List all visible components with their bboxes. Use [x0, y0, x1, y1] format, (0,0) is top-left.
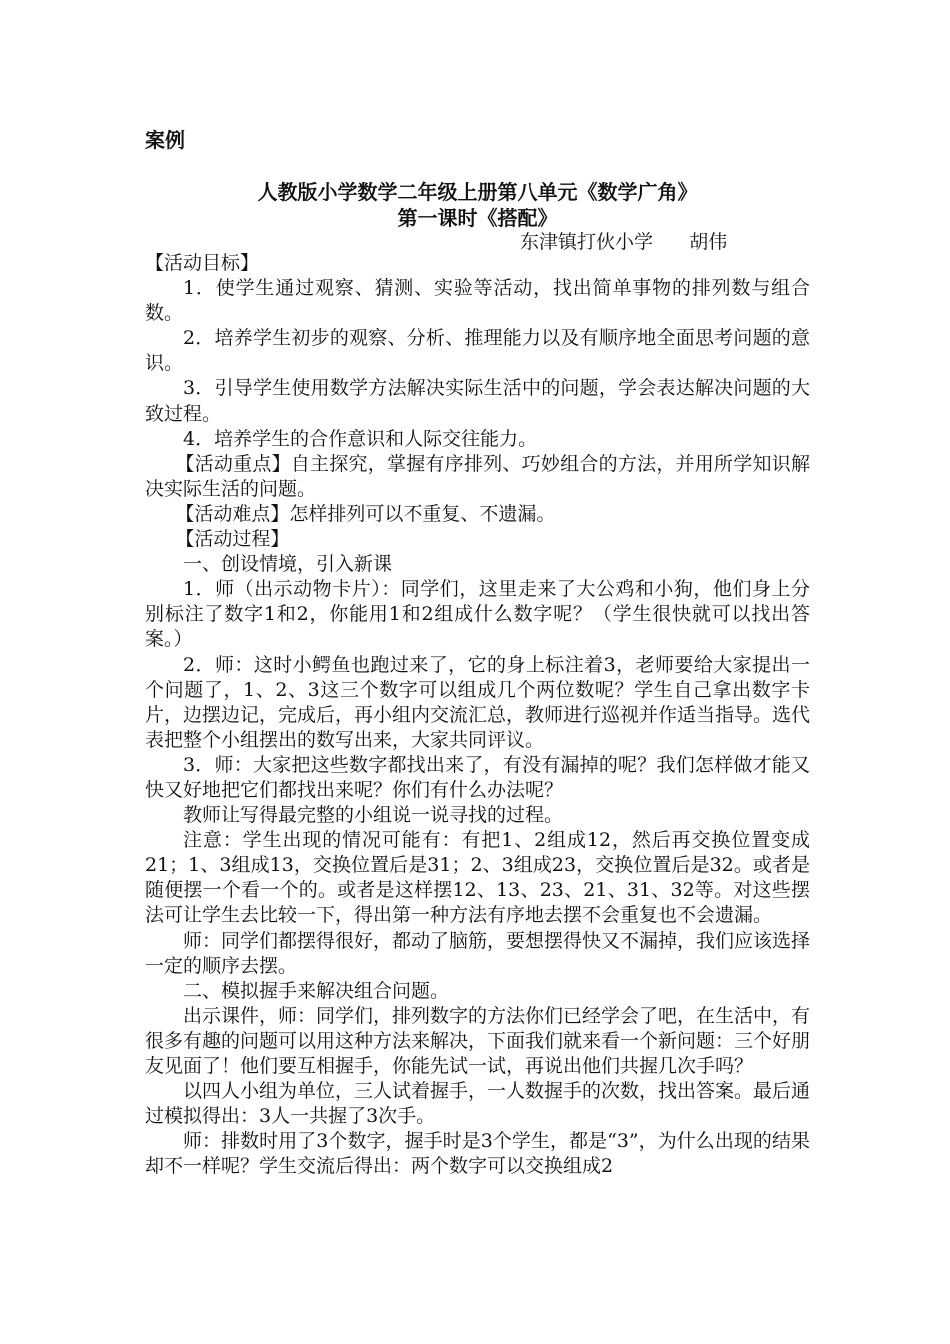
author-line: 东津镇打伙小学 胡伟: [520, 231, 728, 253]
paragraph: 师：排数时用了3个数字，握手时是3个学生，都是“3”，为什么出现的结果却不一样呢？学生交流后得出：两个数字可以交换组成2: [145, 1130, 810, 1178]
document-body: [145, 251, 810, 1179]
paragraph: 3．引导学生使用数学方法解决实际生活中的问题，学会表达解决问题的大致过程。: [145, 377, 810, 425]
paragraph: 2．培养学生初步的观察、分析、推理能力以及有顺序地全面思考问题的意识。: [145, 327, 810, 375]
document-subtitle: 第一课时《搭配》: [397, 206, 558, 230]
paragraph: 注意：学生出现的情况可能有：有把1、2组成12，然后再交换位置变成21；1、3组成13，交换位置后是31；2、3组成23，交换位置后是32。或者是随便摆一个看一个的。或者是这样摆12、13、23、21、31、32等。对这些摆法可让学生去比较一下，得出第一种方法有序地去摆不会重复也不会遗漏。: [145, 829, 810, 927]
paragraph: 师：同学们都摆得很好，都动了脑筋，要想摆得快又不漏掉，我们应该选择一定的顺序去摆。: [145, 929, 811, 977]
paragraph: 1．使学生通过观察、猜测、实验等活动，找出简单事物的排列数与组合数。: [145, 277, 810, 325]
paragraph: 3．师：大家把这些数字都找出来了，有没有漏掉的呢？我们怎样做才能又快又好地把它们都找出来呢？你们有什么办法呢？: [145, 753, 810, 801]
paragraph: 教师让写得最完整的小组说一说寻找的过程。: [183, 804, 564, 827]
case-label: 案例: [145, 128, 185, 152]
paragraph: 出示课件，师：同学们，排列数字的方法你们已经学会了吧，在生活中，有很多有趣的问题可以用这种方法来解决，下面我们就来看一个新问题：三个好朋友见面了！他们要互相握手，你能先试一试，再说出他们共握几次手吗？: [145, 1004, 811, 1077]
goal-heading: 【活动目标】: [145, 252, 260, 274]
paragraph: 【活动重点】自主探究，掌握有序排列、巧妙组合的方法，并用所学知识解决实际生活的问题。: [145, 452, 810, 500]
paragraph: 4．培养学生的合作意识和人际交往能力。: [183, 427, 538, 450]
section-heading: 二、模拟握手来解决组合问题。: [183, 979, 450, 1002]
document-title: 人教版小学数学二年级上册第八单元《数学广角》: [257, 180, 698, 204]
paragraph: 以四人小组为单位，三人试着握手，一人数握手的次数，找出答案。最后通过模拟得出：3人一共握了3次手。: [145, 1080, 811, 1128]
paragraph: 【活动难点】怎样排列可以不重复、不遗漏。: [175, 502, 556, 525]
section-heading: 一、创设情境，引入新课: [183, 553, 393, 576]
paragraph: 1．师（出示动物卡片）：同学们，这里走来了大公鸡和小狗，他们身上分别标注了数字1和2，你能用1和2组成什么数字呢？（学生很快就可以找出答案。）: [145, 578, 810, 651]
paragraph: 2．师：这时小鳄鱼也跑过来了，它的身上标注着3，老师要给大家提出一个问题了，1、2、3这三个数字可以组成几个两位数呢？学生自己拿出数字卡片，边摆边记，完成后，再小组内交流汇总，教师进行巡视并作适当指导。选代表把整个小组摆出的数写出来，大家共同评议。: [145, 653, 811, 751]
paragraph: 【活动过程】: [175, 528, 290, 551]
